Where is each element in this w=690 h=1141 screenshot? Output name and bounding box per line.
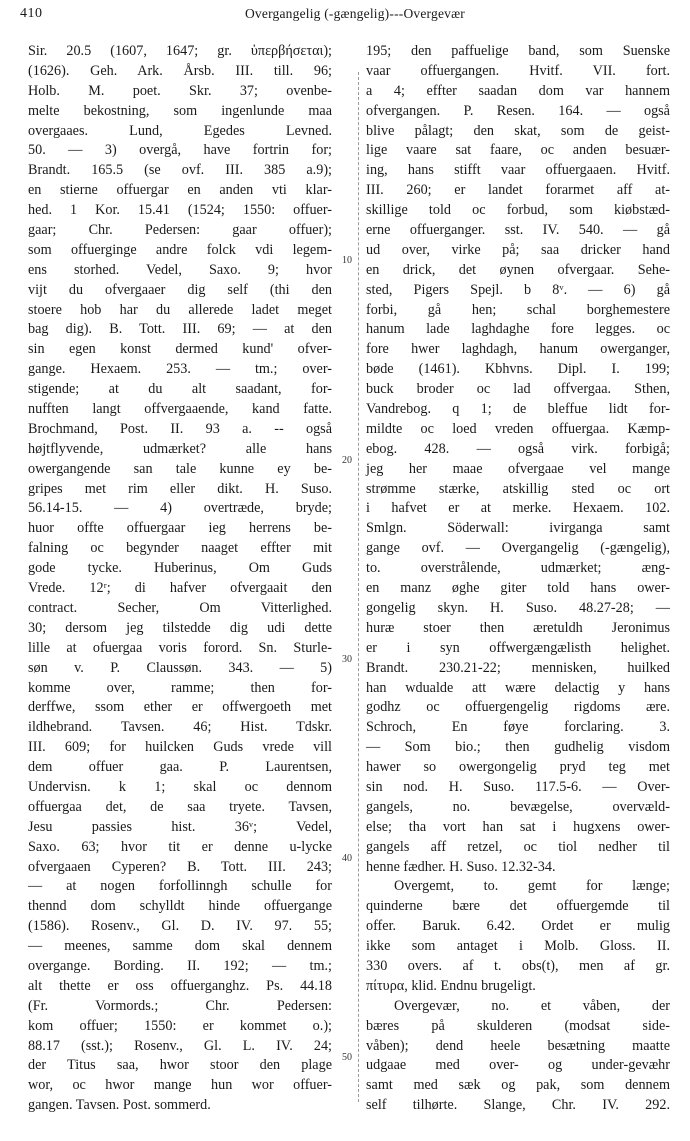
- text-line: (1586). Rosenv., Gl. D. IV. 97. 55;: [28, 918, 332, 935]
- text-line: søn v. P. Claussøn. 343. — 5): [28, 659, 332, 676]
- text-line: gaar; Chr. Pedersen: gaar offuer);: [28, 222, 332, 239]
- text-line: vijt du ofvergaaer dig self (thi den: [28, 281, 332, 298]
- text-line: melte bekostning, som ingenlunde maa: [28, 102, 332, 119]
- text-line: a 4; effter saadan dom var hannem: [366, 82, 670, 99]
- text-line: — at nogen forfollinngh schulle for: [28, 878, 332, 895]
- text-line: nufften langt offvergaaende, kand fatte.: [28, 401, 332, 418]
- text-line: III. 609; for huilcken Guds vrede vill: [28, 739, 332, 756]
- text-line: godhz oc offuergengelig rigdoms ære.: [366, 699, 670, 716]
- text-line: hawer so owergongelig pryd teg met: [366, 759, 670, 776]
- text-line: ing, hans stifft vaar offuergaaen. Hvitf.: [366, 162, 670, 179]
- text-line: gange ovf. — Overgangelig (-gængelig),: [366, 540, 670, 557]
- text-line: Schroch, En føye forclaring. 3.: [366, 719, 670, 736]
- text-line: komme over, ramme; then for-: [28, 679, 332, 696]
- text-line: ildhebrand. Tavsen. 46; Hist. Tdskr.: [28, 719, 332, 736]
- text-line: 30; dersom jeg tilstedde dig udi dette: [28, 619, 332, 636]
- line-number: 50: [342, 1052, 352, 1063]
- text-line: en drick, det øynen ofvergaar. Sehe-: [366, 261, 670, 278]
- text-line: Sir. 20.5 (1607, 1647; gr. ὑπερβήσεται);: [28, 43, 332, 59]
- text-line: self tilhørte. Slange, Chr. IV. 292.: [366, 1097, 670, 1114]
- text-line: ofvergangen. P. Resen. 164. — også: [366, 102, 670, 119]
- text-line: 195; den paffuelige band, som Suenske: [366, 43, 670, 59]
- text-line: 88.17 (sst.); Rosenv., Gl. L. IV. 24;: [28, 1037, 332, 1054]
- text-line: forbi, gå hen; schal borghemestere: [366, 301, 670, 318]
- line-number: 30: [342, 654, 352, 665]
- text-line: vaar offuergangen. Hvitf. VII. fort.: [366, 62, 670, 79]
- text-line: højtflyvende, udmærket? alle hans: [28, 440, 332, 457]
- text-line: buck broder oc lad offvergaa. Sthen,: [366, 381, 670, 398]
- left-column: [28, 42, 332, 1116]
- text-line: ud over, virke på; saa dricker hand: [366, 241, 670, 258]
- text-line: wor, oc hwor mange hun wor offuer-: [28, 1077, 332, 1094]
- text-line: owergangende san tale kunne ey be-: [28, 460, 332, 477]
- text-line: πίτυρα, klid. Endnu brugeligt.: [366, 977, 536, 994]
- text-line: mildte oc loed vreden offuergaa. Kæmp-: [366, 420, 670, 437]
- text-line: der Titus saa, hwor stoor den plage: [28, 1057, 332, 1074]
- text-line: strømme stærke, atskillig sted oc ort: [366, 480, 670, 497]
- text-line: gange. Hexaem. 253. — tm.; over-: [28, 361, 332, 378]
- text-line: 56.14-15. — 4) overtræde, bryde;: [28, 500, 332, 517]
- text-line: skillige told oc forbud, som kiøbstæd-: [366, 202, 670, 219]
- text-line: gode tycke. Huberinus, Om Guds: [28, 560, 332, 577]
- text-line: to. overstrålende, udmærket; æng-: [366, 560, 670, 577]
- text-line: 50. — 3) overgå, have fortrin for;: [28, 142, 332, 159]
- text-line: han wdualde att wære delactig y hans: [366, 679, 670, 696]
- text-line: 330 overs. af t. obs(t), men af gr.: [366, 957, 670, 974]
- line-number: 20: [342, 455, 352, 466]
- text-line: gripes met rim eller dikt. H. Suso.: [28, 480, 332, 497]
- text-line: lille at ofuergaa voris forord. Sn. Sturle-: [28, 639, 332, 656]
- right-column: [366, 42, 670, 1116]
- text-line: er i syn offwergængælisth helighet.: [366, 639, 670, 656]
- text-line: gongelig skyn. H. Suso. 48.27-28; —: [366, 599, 670, 616]
- text-line: bæres på skulderen (modsat side-: [366, 1017, 670, 1034]
- text-line: ens storhed. Vedel, Saxo. 9; hvor: [28, 261, 332, 278]
- text-line: Brandt. 230.21-22; mennisken, huilked: [366, 659, 670, 676]
- page-number: 410: [20, 6, 43, 21]
- text-line: en stierne offuergar en anden vti klar-: [28, 182, 332, 199]
- text-line: derffwe, ssom ether er offwergoeth met: [28, 699, 332, 716]
- text-line: Undervisn. k 1; skal oc dennom: [28, 778, 332, 795]
- text-line: quinderne bære det offuergemde til: [366, 898, 670, 915]
- text-line: stigende; at du alt saadant, for-: [28, 381, 332, 398]
- text-line: contract. Secher, Om Vitterlighed.: [28, 599, 332, 616]
- text-line: Brochmand, Post. II. 93 a. -- også: [28, 420, 332, 437]
- text-line: henne fædher. H. Suso. 12.32-34.: [366, 858, 556, 875]
- text-line: huræ stoer then æretuldh Jeronimus: [366, 619, 670, 636]
- text-line: huor offte offuergaar ieg herrens be-: [28, 520, 332, 537]
- text-line: ikke som antaget i Molb. Gloss. II.: [366, 938, 670, 955]
- line-number: 40: [342, 853, 352, 864]
- text-line: Vrede. 12ʳ; di hafver ofvergaait den: [28, 580, 332, 597]
- text-line: Overgemt, to. gemt for længe;: [394, 878, 670, 895]
- text-line: Overgevær, no. et våben, der: [394, 997, 670, 1014]
- text-line: udgaae med over- og under-gevæhr: [366, 1057, 670, 1074]
- line-number: 10: [342, 255, 352, 266]
- text-line: fore hwer laghdagh, hanum owerganger,: [366, 341, 670, 358]
- text-line: jeg her maae ofvergaae vel mange: [366, 460, 670, 477]
- text-line: som offuerginge andre folck vdi legem-: [28, 241, 332, 258]
- text-line: Holb. M. poet. Skr. 37; ovenbe-: [28, 82, 332, 99]
- text-line: overgaaes. Lund, Egedes Levned.: [28, 122, 332, 139]
- text-line: bag dig). B. Tott. III. 69; — at den: [28, 321, 332, 338]
- text-line: sted, Pigers Spejl. b 8ᵛ. — 6) gå: [366, 281, 670, 298]
- text-line: hed. 1 Kor. 15.41 (1524; 1550: offuer-: [28, 202, 332, 219]
- text-line: sin nod. H. Suso. 117.5-6. — Over-: [366, 778, 670, 795]
- text-line: ebog. 428. — også virk. forbigå;: [366, 440, 670, 457]
- text-line: — Som bio.; then gudhelig visdom: [366, 739, 670, 756]
- text-line: offer. Baruk. 6.42. Ordet er mulig: [366, 918, 670, 935]
- text-line: erne offuerganger. sst. IV. 540. — gå: [366, 222, 670, 239]
- text-line: bøde (1461). Kbhvns. Dipl. I. 199;: [366, 361, 670, 378]
- text-line: — meenes, samme dom skal dennem: [28, 938, 332, 955]
- text-line: thennd dom schylldt hinde offuergange: [28, 898, 332, 915]
- page-header: [20, 4, 670, 28]
- text-line: hanum lade laghdaghe fore legges. oc: [366, 321, 670, 338]
- text-line: Smlgn. Söderwall: ivirganga samt: [366, 520, 670, 537]
- text-line: en manz øghe giter told hans ower-: [366, 580, 670, 597]
- text-line: Vandrebog. q 1; de bleffue lidt for-: [366, 401, 670, 418]
- text-line: else; tha vort han sat i hugxens ower-: [366, 818, 670, 835]
- text-line: gangen. Tavsen. Post. sommerd.: [28, 1097, 211, 1114]
- text-line: våben); dend heele besætning maatte: [366, 1037, 670, 1054]
- column-divider: [358, 72, 359, 1102]
- text-line: sin egen konst dermed kund' ofver-: [28, 341, 332, 358]
- text-line: (Fr. Vormords.; Chr. Pedersen:: [28, 997, 332, 1014]
- text-line: gangels, no. bevægelse, overvæld-: [366, 798, 670, 815]
- running-title: Overgangelig (-gængelig)---Overgevær: [244, 6, 465, 21]
- text-line: falning oc begynder naaget effter mit: [28, 540, 332, 557]
- text-line: III. 260; er landet forarmet aff at-: [366, 182, 670, 199]
- text-line: alt thette er oss offuerganghz. Ps. 44.18: [28, 977, 332, 994]
- text-line: stoere hob har du allerede ladet meget: [28, 301, 332, 318]
- text-line: blive pålagt; den skat, som de geist-: [366, 122, 670, 139]
- text-line: dem offuer gaa. P. Laurentsen,: [28, 759, 332, 776]
- text-line: kom offuer; 1550: er kommet o.);: [28, 1017, 332, 1034]
- text-line: ofvergaaen Cyperen? B. Tott. III. 243;: [28, 858, 332, 875]
- text-line: Saxo. 63; hvor tit er denne u-lycke: [28, 838, 332, 855]
- text-line: samt med sæk og pak, som dennem: [366, 1077, 670, 1094]
- text-line: offuergaa det, de saa tryete. Tavsen,: [28, 798, 332, 815]
- text-line: gangels aff retzel, oc tiol nedher til: [366, 838, 670, 855]
- text-line: Jesu passies hist. 36ᵛ; Vedel,: [28, 818, 332, 835]
- text-line: lige vaare sat faare, oc anden besuær-: [366, 142, 670, 159]
- text-line: Brandt. 165.5 (se ovf. III. 385 a.9);: [28, 162, 332, 179]
- text-line: overgange. Bording. II. 192; — tm.;: [28, 957, 332, 974]
- text-line: (1626). Geh. Ark. Årsb. III. till. 96;: [28, 62, 332, 79]
- text-line: i hafvet er at merke. Hexaem. 102.: [366, 500, 670, 517]
